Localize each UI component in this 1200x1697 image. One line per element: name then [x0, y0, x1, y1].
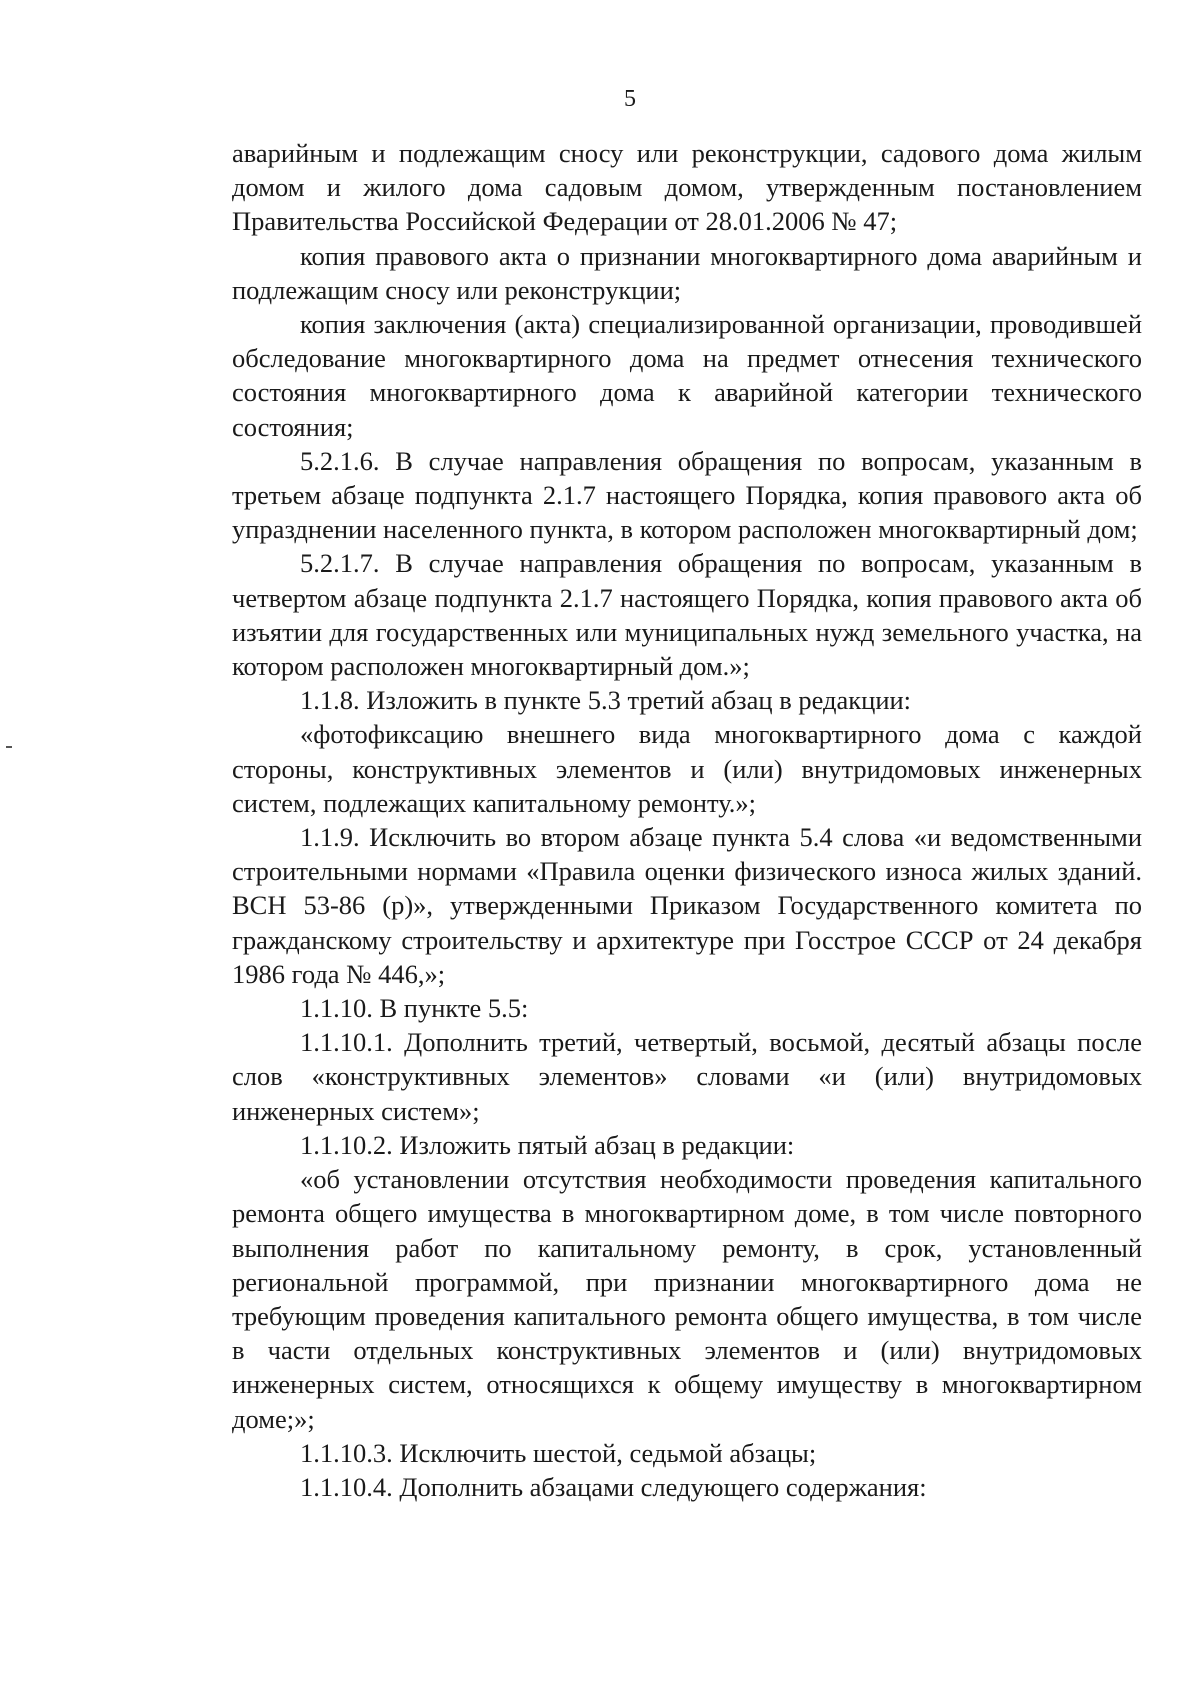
paragraph-5-2-1-7: 5.2.1.7. В случае направления обращения по вопросам, указанным в четвертом абзаце подпункта 2.1.7 настоящего Порядка, копия правового акта об изъятии для государственных или муниципальных нужд земельного участка, на котором расположен многоквартирный дом.»;: [232, 548, 1142, 682]
page-number: 5: [624, 86, 636, 112]
paragraph-copy-legal-act: копия правового акта о признании многоквартирного дома аварийным и подлежащим сносу или реконструкции;: [232, 240, 1142, 305]
paragraph-1-1-10-3: 1.1.10.3. Исключить шестой, седьмой абзацы;: [300, 1437, 817, 1468]
paragraph-1-1-9: 1.1.9. Исключить во втором абзаце пункта 5.4 слова «и ведомственными строительными нормами «Правила оценки физического износа жилых зданий. ВСН 53-86 (р)», утвержденными Приказом Государственного комитета по гражданскому строительству и архитектуре при Госстрое СССР от 24 декабря 1986 года № 446,»;: [232, 822, 1142, 989]
paragraph-5-2-1-6: 5.2.1.6. В случае направления обращения по вопросам, указанным в третьем абзаце подпункта 2.1.7 настоящего Порядка, копия правового акта об упразднении населенного пункта, в котором расположен многоквартирный дом;: [232, 445, 1142, 545]
paragraph-1-1-8: 1.1.8. Изложить в пункте 5.3 третий абзац в редакции:: [300, 685, 912, 716]
paragraph-1-1-10-4: 1.1.10.4. Дополнить абзацами следующего содержания:: [300, 1471, 927, 1502]
document-body: [232, 136, 1142, 1504]
paragraph-fifth-abzac-text: «об установлении отсутствия необходимости проведения капитального ремонта общего имущества в многоквартирном доме, в том числе повторного выполнения работ по капитальному ремонту, в срок, установленный региональной программой, при признании многоквартирного дома не требующим проведения капитального ремонта общего имущества, в том числе в части отдельных конструктивных элементов и (или) внутридомовых инженерных систем, относящихся к общему имуществу в многоквартирном доме;»;: [232, 1164, 1142, 1434]
paragraph-1-1-10-2: 1.1.10.2. Изложить пятый абзац в редакции:: [300, 1129, 795, 1160]
paragraph-1-1-10-1: 1.1.10.1. Дополнить третий, четвертый, восьмой, десятый абзацы после слов «конструктивных элементов» словами «и (или) внутридомовых инженерных систем»;: [232, 1027, 1142, 1126]
paragraph-continuation: аварийным и подлежащим сносу или реконструкции, садового дома жилым домом и жилого дома садовым домом, утвержденным постановлением Правительства Российской Федерации от 28.01.2006 № 47;: [232, 138, 1142, 237]
scan-artifact: [6, 746, 12, 748]
paragraph-copy-conclusion: копия заключения (акта) специализированной организации, проводившей обследование многоквартирного дома на предмет отнесения технического состояния многоквартирного дома к аварийной категории технического состояния;: [232, 309, 1142, 442]
paragraph-1-1-10: 1.1.10. В пункте 5.5:: [300, 993, 529, 1024]
paragraph-photofixation: «фотофиксацию внешнего вида многоквартирного дома с каждой стороны, конструктивных элементов и (или) внутридомовых инженерных систем, подлежащих капитальному ремонту.»;: [232, 719, 1142, 818]
